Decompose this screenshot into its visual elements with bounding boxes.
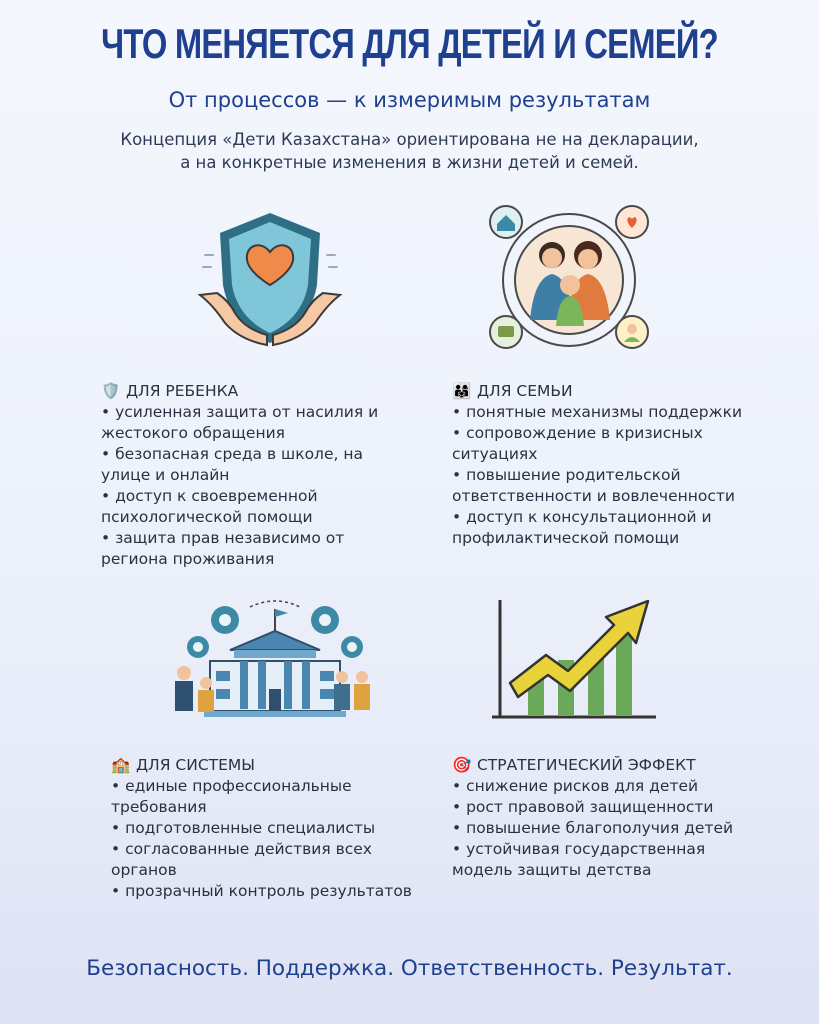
list-item: • рост правовой защищенности xyxy=(452,798,714,816)
list-item: • прозрачный контроль результатов xyxy=(111,882,412,900)
list-item: • повышение благополучия детей xyxy=(452,819,734,837)
list-item: • снижение рисков для детей xyxy=(452,777,699,795)
growth-chart-icon xyxy=(488,595,658,725)
section-family-heading xyxy=(452,381,782,402)
section-heading-text: ДЛЯ СИСТЕМЫ xyxy=(135,756,255,774)
intro-line: а на конкретные изменения в жизни детей и семей. xyxy=(180,153,639,172)
family-circle-icon xyxy=(484,200,654,360)
section-strategy-heading xyxy=(452,755,782,776)
list-item: • повышение родительской xyxy=(452,466,681,484)
list-item: • доступ к своевременной xyxy=(101,487,318,505)
list-item: • согласованные действия всех xyxy=(111,840,372,858)
list-item: • усиленная защита от насилия и xyxy=(101,403,379,421)
family-icon: 👨‍👩‍👧 xyxy=(452,382,472,400)
list-item: модель защиты детства xyxy=(452,861,652,879)
section-strategy xyxy=(452,755,782,881)
list-item: • понятные механизмы поддержки xyxy=(452,403,743,421)
list-item: региона проживания xyxy=(101,550,275,568)
school-icon: 🏫 xyxy=(111,756,131,774)
shield-heart-hands-icon xyxy=(195,205,345,355)
section-heading-text: ДЛЯ РЕБЕНКА xyxy=(125,382,239,400)
list-item: ситуациях xyxy=(452,445,538,463)
government-building-icon xyxy=(170,595,380,730)
list-item: • единые профессиональные xyxy=(111,777,352,795)
page-title: ЧТО МЕНЯЕТСЯ ДЛЯ ДЕТЕЙ И СЕМЕЙ? xyxy=(101,20,718,67)
list-item: • безопасная среда в школе, на xyxy=(101,445,363,463)
section-child-heading xyxy=(101,381,401,402)
list-item: • подготовленные специалисты xyxy=(111,819,376,837)
section-heading-text: ДЛЯ СЕМЬИ xyxy=(476,382,573,400)
intro-text xyxy=(40,128,779,174)
section-system-heading xyxy=(111,755,441,776)
list-item: • защита прав независимо от xyxy=(101,529,345,547)
list-item: улице и онлайн xyxy=(101,466,230,484)
list-item: • устойчивая государственная xyxy=(452,840,706,858)
list-item: • доступ к консультационной и xyxy=(452,508,712,526)
page-subtitle: От процессов — к измеримым результатам xyxy=(168,88,651,112)
list-item: требования xyxy=(111,798,207,816)
list-item: психологической помощи xyxy=(101,508,313,526)
section-family xyxy=(452,381,782,549)
list-item: органов xyxy=(111,861,177,879)
list-item: ответственности и вовлеченности xyxy=(452,487,736,505)
list-item: • сопровождение в кризисных xyxy=(452,424,703,442)
footer-tagline: Безопасность. Поддержка. Ответственность. Результат. xyxy=(86,956,733,981)
list-item: жестокого обращения xyxy=(101,424,285,442)
section-child xyxy=(101,381,401,570)
shield-icon: 🛡️ xyxy=(101,382,121,400)
intro-line: Концепция «Дети Казахстана» ориентирована не на декларации, xyxy=(120,130,699,149)
section-system xyxy=(111,755,441,902)
target-icon: 🎯 xyxy=(452,756,472,774)
list-item: профилактической помощи xyxy=(452,529,680,547)
section-heading-text: СТРАТЕГИЧЕСКИЙ ЭФФЕКТ xyxy=(476,756,696,774)
